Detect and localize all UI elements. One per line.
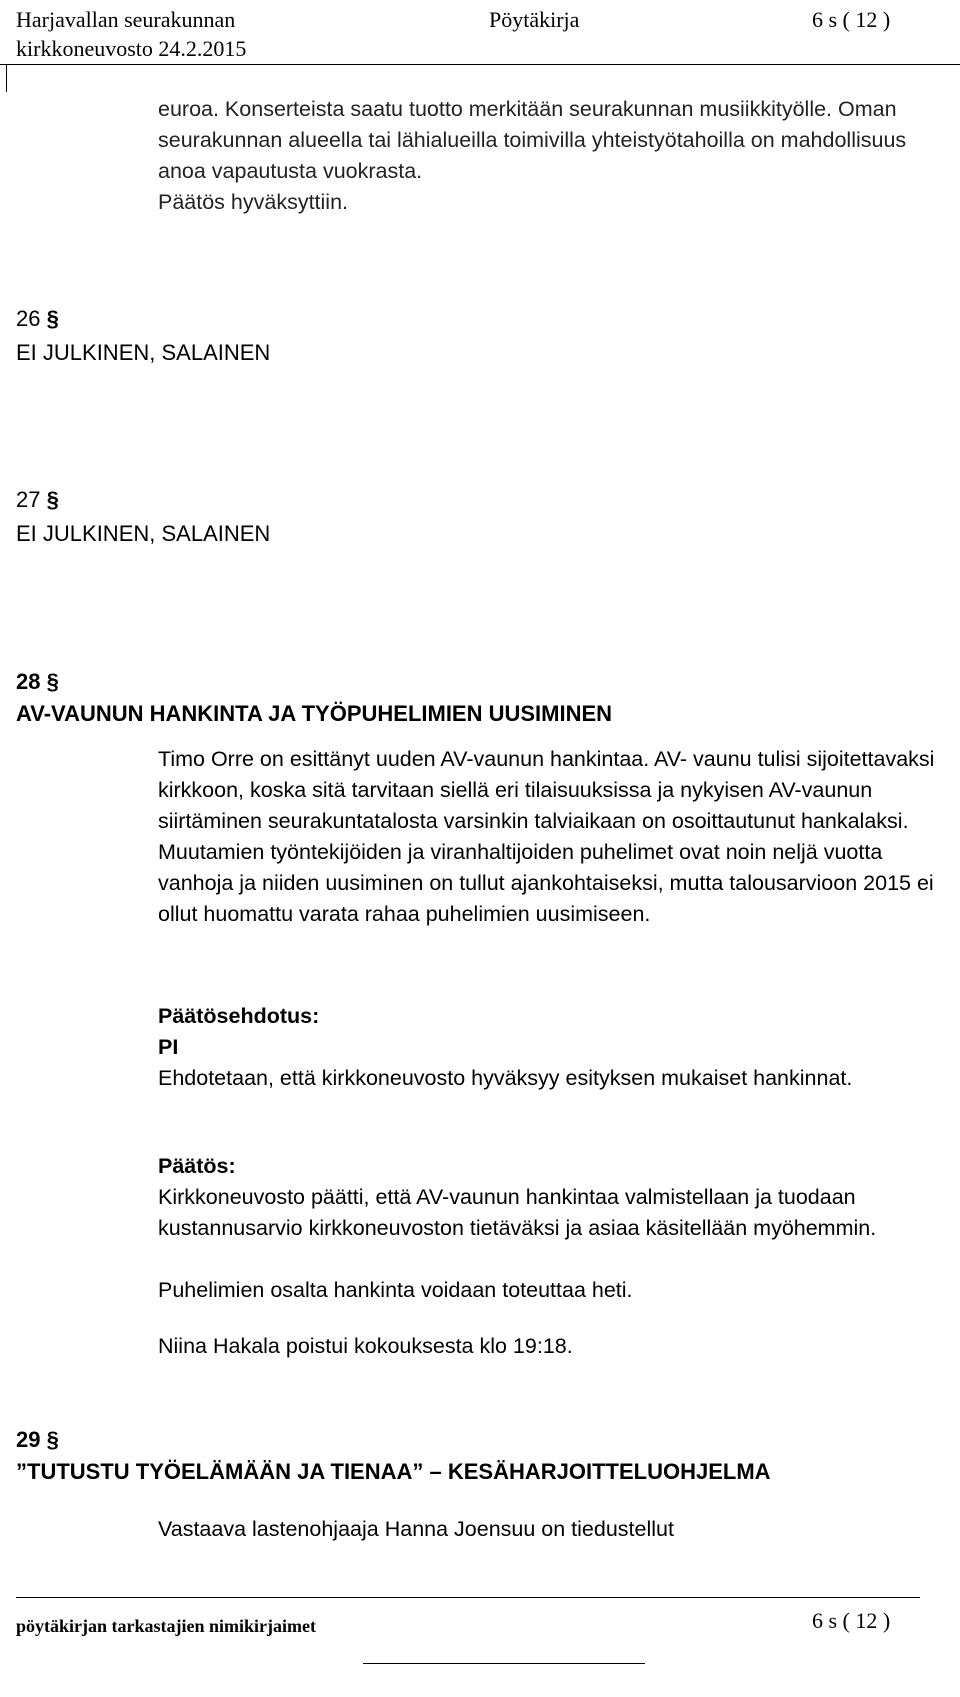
section-number: 29 [16, 1427, 41, 1452]
intro-text: euroa. Konserteista saatu tuotto merkitään seurakunnan musiikkityölle. Oman seurakunnan alueella tai lähialueilla toimivilla yhteistyötahoilla on mahdollisuus anoa vapautusta vuokrasta. [158, 97, 907, 183]
section-symbol: § [46, 669, 59, 694]
section-number: 27 [16, 487, 41, 512]
header-organization: Harjavallan seurakunnan [16, 7, 236, 32]
section-symbol: § [46, 487, 59, 512]
section-28-body: Timo Orre on esittänyt uuden AV-vaunun hankintaa. AV- vaunu tulisi sijoitettavaksi kirkkoon, koska sitä tarvitaan siellä eri tilaisuuksissa ja nykyisen AV-vaunun siirtäminen seurakuntatalosta varsinkin talviaikaan on osoittautunut hankalaksi. Muutamien työntekijöiden ja viranhaltijoiden puhelimet ovat noin neljä vuotta vanhoja ja niiden uusiminen on tullut ajankohtaiseksi, mutta talousarvioon 2015 ei ollut huomattu varata rahaa puhelimien uusimiseen. [158, 747, 935, 926]
section-29-title: ”TUTUSTU TYÖELÄMÄÄN JA TIENAA” – KESÄHARJOITTELUOHJELMA [16, 1459, 771, 1484]
decision-text-2: Puhelimien osalta hankinta voidaan toteuttaa heti. [158, 1278, 633, 1302]
section-29-number [16, 1426, 59, 1454]
footer-initials-label: pöytäkirjan tarkastajien nimikirjaimet [16, 1616, 316, 1636]
proposal-by: PI [158, 1035, 179, 1059]
proposal-label: Päätösehdotus: [158, 1004, 320, 1028]
header-page-number: 6 s ( 12 ) [812, 7, 891, 32]
header-meeting: kirkkoneuvosto 24.2.2015 [16, 36, 247, 61]
footer-page-number: 6 s ( 12 ) [812, 1608, 891, 1633]
section-symbol: § [46, 1427, 59, 1452]
meeting-note: Niina Hakala poistui kokouksesta klo 19:18. [158, 1334, 573, 1358]
section-26-number [16, 305, 59, 333]
header-document-type: Pöytäkirja [489, 7, 580, 32]
intro-decision: Päätös hyväksyttiin. [158, 190, 349, 214]
header-margin-line [6, 64, 7, 92]
footer-rule [16, 1597, 920, 1598]
section-symbol: § [46, 306, 59, 331]
section-26-title: EI JULKINEN, SALAINEN [16, 340, 271, 365]
signature-line [363, 1663, 645, 1664]
proposal-text: Ehdotetaan, että kirkkoneuvosto hyväksyy esityksen mukaiset hankinnat. [158, 1066, 853, 1090]
intro-paragraph [158, 94, 948, 218]
section-27-title: EI JULKINEN, SALAINEN [16, 521, 271, 546]
section-number: 26 [16, 306, 41, 331]
section-28-number [16, 668, 59, 696]
decision-label: Päätös: [158, 1154, 236, 1178]
header-rule [0, 64, 960, 65]
page-header [0, 0, 960, 100]
section-number: 28 [16, 669, 41, 694]
section-27-number [16, 486, 59, 514]
section-29-body: Vastaava lastenohjaaja Hanna Joensuu on tiedustellut [158, 1517, 674, 1541]
section-28-title: AV-VAUNUN HANKINTA JA TYÖPUHELIMIEN UUSIMINEN [16, 701, 613, 726]
decision-text: Kirkkoneuvosto päätti, että AV-vaunun hankintaa valmistellaan ja tuodaan kustannusarvio kirkkoneuvoston tietäväksi ja asiaa käsitellään myöhemmin. [158, 1185, 877, 1240]
